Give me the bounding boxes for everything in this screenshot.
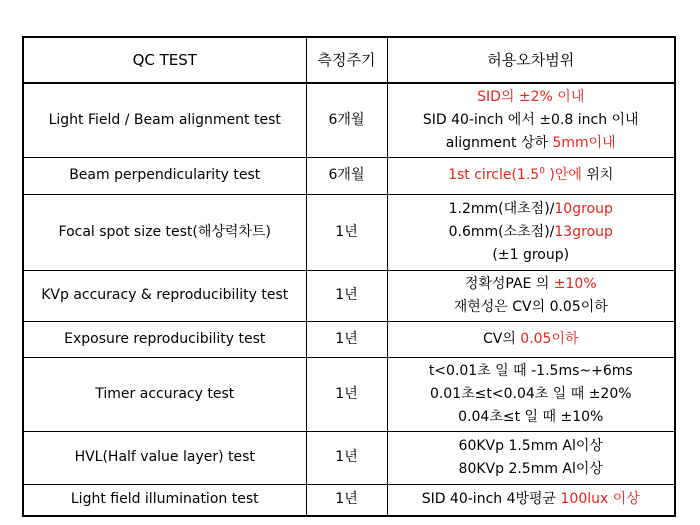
test-period: 1년 (306, 431, 387, 484)
tolerance-line: alignment 상하 5mm이내 (445, 134, 616, 151)
tolerance-line: CV의 0.05이하 (482, 330, 579, 347)
test-period: 1년 (306, 321, 387, 357)
test-period: 6개월 (306, 157, 387, 194)
test-period: 1년 (306, 270, 387, 321)
test-period: 1년 (306, 194, 387, 270)
table-row (23, 484, 675, 516)
tolerance-cell (387, 270, 675, 321)
test-name: Light field illumination test (23, 484, 306, 516)
tolerance-line: SID 40-inch 에서 ±0.8 inch 이내 (422, 111, 639, 128)
tolerance-line: 0.01초≤t<0.04초 일 때 ±20% (429, 385, 632, 402)
test-name: Timer accuracy test (23, 357, 306, 431)
test-name: KVp accuracy & reproducibility test (23, 270, 306, 321)
tolerance-line: SID 40-inch 4방평균 100lux 이상 (421, 491, 640, 508)
test-period: 6개월 (306, 83, 387, 157)
table-row (23, 357, 675, 431)
tolerance-line: 재현성은 CV의 0.05이하 (453, 298, 608, 315)
header-period: 측정주기 (306, 37, 387, 83)
test-period: 1년 (306, 484, 387, 516)
test-name: HVL(Half value layer) test (23, 431, 306, 484)
test-period: 1년 (306, 357, 387, 431)
test-name: Focal spot size test(해상력차트) (23, 194, 306, 270)
test-name: Light Field / Beam alignment test (23, 83, 306, 157)
tolerance-line: 60KVp 1.5mm Al이상 (458, 437, 603, 454)
tolerance-line: (±1 group) (492, 246, 570, 263)
tolerance-line: 0.6mm(소초점)/13group (448, 223, 613, 240)
tolerance-line: SID의 ±2% 이내 (477, 88, 585, 105)
table-header-row (23, 37, 675, 83)
tolerance-cell (387, 157, 675, 194)
table-row (23, 194, 675, 270)
qc-test-table (22, 36, 676, 517)
test-name: Exposure reproducibility test (23, 321, 306, 357)
test-name: Beam perpendicularity test (23, 157, 306, 194)
tolerance-cell (387, 321, 675, 357)
header-tolerance: 허용오차범위 (387, 37, 675, 83)
table-row (23, 83, 675, 157)
table-row (23, 321, 675, 357)
tolerance-cell (387, 431, 675, 484)
tolerance-line: 80KVp 2.5mm Al이상 (458, 460, 603, 477)
table-row (23, 270, 675, 321)
tolerance-cell (387, 194, 675, 270)
table-row (23, 431, 675, 484)
tolerance-cell (387, 357, 675, 431)
tolerance-line: 정확성PAE 의 ±10% (464, 275, 597, 292)
header-qc-test: QC TEST (23, 37, 306, 83)
tolerance-line: t<0.01초 일 때 -1.5ms~+6ms (428, 362, 633, 379)
tolerance-line: 0.04초≤t 일 때 ±10% (458, 408, 604, 425)
tolerance-cell (387, 484, 675, 516)
table-row (23, 157, 675, 194)
tolerance-cell (387, 83, 675, 157)
tolerance-line: 1st $circle(1.5^0$ )안에 위치 (448, 166, 614, 183)
tolerance-line: 1.2mm(대초점)/10group (448, 200, 613, 217)
